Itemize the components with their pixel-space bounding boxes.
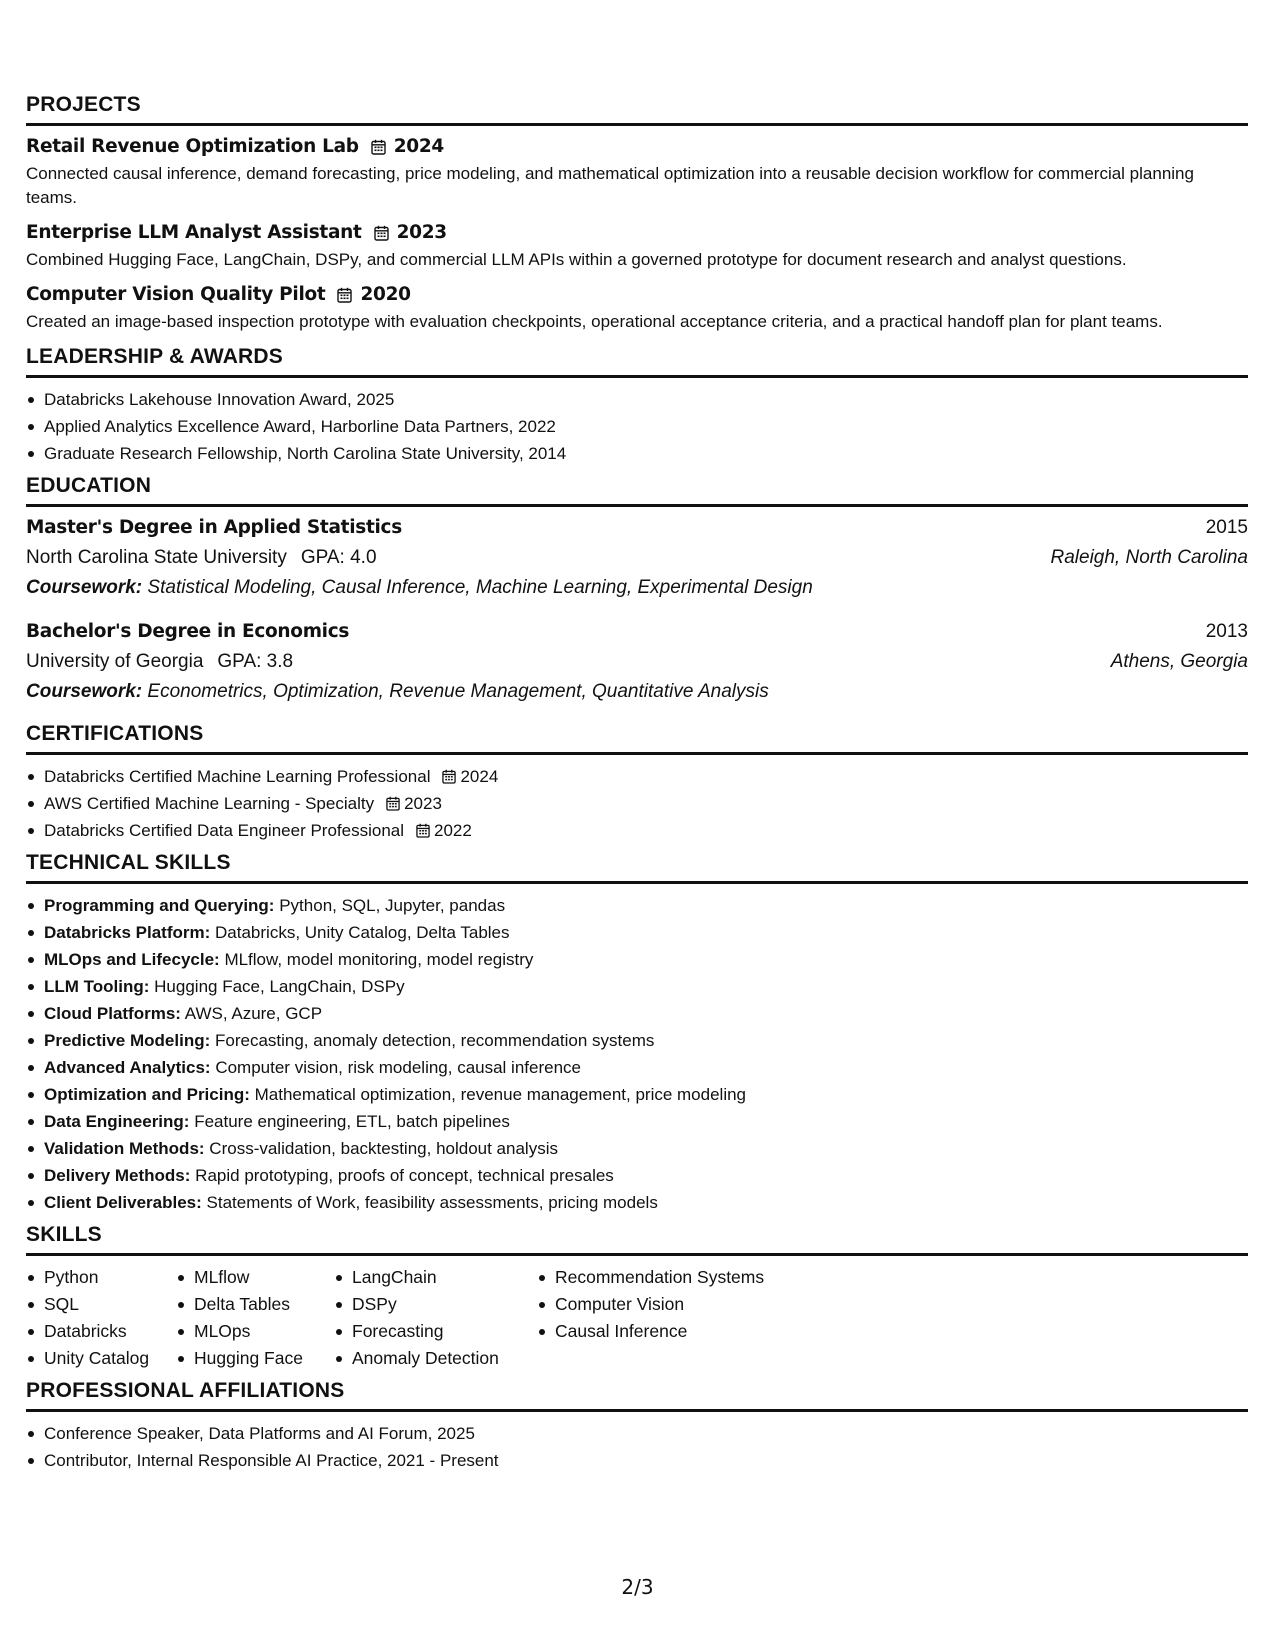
technical-skill-item [44,1000,1248,1027]
project-description: Created an image-based inspection prototype with evaluation checkpoints, operational acceptance criteria, and a practical handoff plan for plant teams. [26,312,1163,331]
technical-skills-list [26,884,1248,1222]
section-title-education: EDUCATION [26,473,1248,507]
skill-values: Forecasting, anomaly detection, recommendation systems [214,1031,655,1050]
project-header [26,134,1248,160]
section-title-affiliations: PROFESSIONAL AFFILIATIONS [26,1378,1248,1412]
school-name: North Carolina State University [26,547,287,568]
certification-year: 2022 [434,821,472,840]
calendar-icon [416,819,430,834]
gpa: GPA: 3.8 [217,651,294,672]
skill-category: Data Engineering: [44,1112,190,1131]
projects-section [26,92,1248,334]
skills-column [555,1264,835,1372]
skill-values: MLflow, model monitoring, model registry [224,950,534,969]
education-school-row [26,543,1248,573]
resume-page [26,92,1248,1480]
skill-item: Recommendation Systems [555,1264,835,1291]
technical-skill-item [44,946,1248,973]
coursework-list: Statistical Modeling, Causal Inference, Machine Learning, Experimental Design [147,577,813,598]
list-item: Applied Analytics Excellence Award, Harborline Data Partners, 2022 [44,413,1248,440]
degree-name: Master's Degree in Applied Statistics [26,517,402,538]
leadership-section [26,344,1248,473]
calendar-icon [374,225,389,241]
skill-values: Computer vision, risk modeling, causal inference [215,1058,581,1077]
project-description: Combined Hugging Face, LangChain, DSPy, and commercial LLM APIs within a governed prototype for document research and analyst questions. [26,250,1127,269]
skill-values: Rapid prototyping, proofs of concept, technical presales [195,1166,614,1185]
skill-values: Mathematical optimization, revenue management, price modeling [254,1085,747,1104]
skill-values: Databricks, Unity Catalog, Delta Tables [215,923,510,942]
certification-year: 2023 [404,794,442,813]
skills-columns [26,1256,1248,1378]
degree-name: Bachelor's Degree in Economics [26,621,350,642]
leadership-list [26,378,1248,473]
section-title-skills: SKILLS [26,1222,1248,1256]
skill-category: Predictive Modeling: [44,1031,211,1050]
calendar-icon [371,139,386,155]
section-title-projects: PROJECTS [26,92,1248,126]
technical-skill-item [44,1027,1248,1054]
section-title-technical-skills: TECHNICAL SKILLS [26,850,1248,884]
certification-item [44,817,1248,844]
page-number: 2/3 [621,1575,654,1599]
project-year: 2024 [393,136,445,157]
skill-item: Computer Vision [555,1291,835,1318]
skill-item: SQL [44,1291,194,1318]
certification-name: Databricks Certified Data Engineer Professional [44,821,405,840]
education-section [26,473,1248,707]
skill-category: Databricks Platform: [44,923,211,942]
gpa: GPA: 4.0 [300,547,377,568]
coursework-label: Coursework: [26,577,143,598]
certification-name: Databricks Certified Machine Learning Professional [44,767,431,786]
skill-category: Programming and Querying: [44,896,275,915]
skill-category: MLOps and Lifecycle: [44,950,220,969]
school-info [26,543,377,573]
school-location: Athens, Georgia [1110,651,1248,672]
project-header [26,220,1248,246]
skills-column [44,1264,194,1372]
affiliations-section [26,1378,1248,1480]
technical-skill-item [44,892,1248,919]
skill-item: LangChain [352,1264,555,1291]
technical-skill-item [44,1135,1248,1162]
project-name: Computer Vision Quality Pilot [26,284,326,305]
skill-item: DSPy [352,1291,555,1318]
skill-category: Delivery Methods: [44,1166,191,1185]
projects-list [26,126,1248,334]
project-header [26,282,1248,308]
skill-category: Client Deliverables: [44,1193,202,1212]
project-item [26,220,1248,272]
skill-item: Forecasting [352,1318,555,1345]
graduation-year: 2013 [1205,621,1248,642]
education-item [26,513,1248,603]
list-item: Databricks Lakehouse Innovation Award, 2025 [44,386,1248,413]
certifications-list [26,755,1248,850]
skill-values: Feature engineering, ETL, batch pipelines [194,1112,510,1131]
technical-skill-item [44,973,1248,1000]
skill-item: Hugging Face [194,1345,352,1372]
skill-category: Validation Methods: [44,1139,205,1158]
skill-category: Cloud Platforms: [44,1004,181,1023]
skill-values: Statements of Work, feasibility assessments, pricing models [206,1193,658,1212]
skill-values: Hugging Face, LangChain, DSPy [154,977,405,996]
technical-skill-item [44,1108,1248,1135]
skill-item: MLflow [194,1264,352,1291]
graduation-year: 2015 [1205,517,1248,538]
section-title-certifications: CERTIFICATIONS [26,721,1248,755]
skills-section [26,1222,1248,1378]
skill-values: Cross-validation, backtesting, holdout analysis [209,1139,558,1158]
calendar-icon [442,765,456,780]
project-item [26,134,1248,210]
affiliations-list [26,1412,1248,1480]
project-name: Retail Revenue Optimization Lab [26,136,359,157]
technical-skill-item [44,1081,1248,1108]
education-header-row [26,617,1248,647]
list-item: Conference Speaker, Data Platforms and AI Forum, 2025 [44,1420,1248,1447]
skill-item: Causal Inference [555,1318,835,1345]
skill-item: Anomaly Detection [352,1345,555,1372]
school-info [26,647,293,677]
coursework-label: Coursework: [26,681,143,702]
skill-item: Unity Catalog [44,1345,194,1372]
technical-skill-item [44,1054,1248,1081]
certification-year: 2024 [460,767,499,786]
technical-skill-item [44,919,1248,946]
project-description: Connected causal inference, demand forecasting, price modeling, and mathematical optimization into a reusable decision workflow for commercial planning teams. [26,164,1194,207]
certification-item [44,790,1248,817]
project-item [26,282,1248,334]
list-item: Graduate Research Fellowship, North Carolina State University, 2014 [44,440,1248,467]
skills-column [194,1264,352,1372]
calendar-icon [337,287,352,303]
education-list [26,507,1248,707]
section-title-leadership: LEADERSHIP & AWARDS [26,344,1248,378]
technical-skills-section [26,850,1248,1222]
education-school-row [26,647,1248,677]
skills-column [352,1264,555,1372]
coursework-list: Econometrics, Optimization, Revenue Management, Quantitative Analysis [147,681,769,702]
skill-category: LLM Tooling: [44,977,150,996]
skill-category: Optimization and Pricing: [44,1085,250,1104]
technical-skill-item [44,1189,1248,1216]
coursework [26,677,1248,707]
education-header-row [26,513,1248,543]
calendar-icon [386,792,400,807]
school-location: Raleigh, North Carolina [1050,547,1248,568]
education-item [26,617,1248,707]
skill-category: Advanced Analytics: [44,1058,211,1077]
skill-item: MLOps [194,1318,352,1345]
technical-skill-item [44,1162,1248,1189]
school-name: University of Georgia [26,651,204,672]
skill-values: Python, SQL, Jupyter, pandas [279,896,506,915]
certifications-section [26,721,1248,850]
project-year: 2023 [396,222,447,243]
skill-item: Databricks [44,1318,194,1345]
certification-item [44,763,1248,790]
project-year: 2020 [360,284,411,305]
list-item: Contributor, Internal Responsible AI Practice, 2021 - Present [44,1447,1248,1474]
skill-item: Delta Tables [194,1291,352,1318]
skill-item: Python [44,1264,194,1291]
certification-name: AWS Certified Machine Learning - Specialty [44,794,375,813]
skill-values: AWS, Azure, GCP [184,1004,323,1023]
coursework [26,573,1248,603]
project-name: Enterprise LLM Analyst Assistant [26,222,362,243]
